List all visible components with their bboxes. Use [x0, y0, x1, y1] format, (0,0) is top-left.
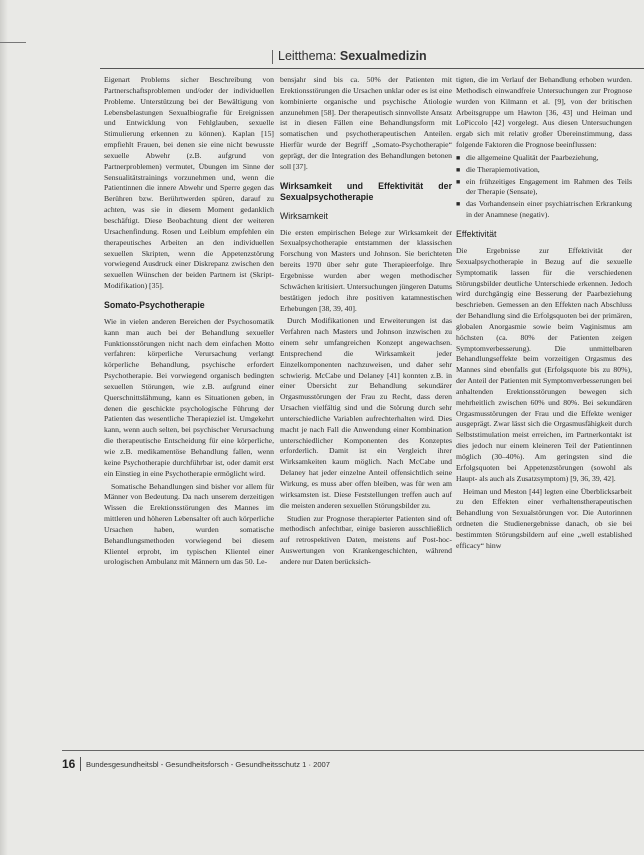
header-topic: Sexualmedizin — [339, 49, 427, 63]
list-item: ■ die Therapiemotivation, — [456, 164, 540, 174]
paragraph: Somatische Behandlungen sind bisher vor allem für Männer von Bedeutung. Da nach unserem derzeitigen Wissen die Erektionsstörungen des Mannes im mittleren und höheren Lebensalter oft auch körperliche Ursachen haben, wurden somatische Behandlungsmethoden vorwiegend bei diesem Klientel erprobt, im typischen Klientel einer urologischen Ambulanz mit Männern um das 50. Le- — [104, 481, 274, 567]
paragraph: bensjahr sind bis ca. 50% der Patienten mit Erektionsstörungen die Ursachen unklar oder es ist eine kombinierte organische und psychische Ätiologie anzunehmen [58]. Der therapeutisch sinnvollste Ansatz ist in diesen Fällen eine Behandlungsform mit somatischen und psychotherapeutischen Anteilen. Hierfür wurde der Begriff „Somato-Psychotherapie“ geprägt, der die Integration des Behandlungen betonen soll [37]. — [280, 75, 452, 171]
running-header — [278, 49, 427, 63]
bullet-icon: ■ — [456, 177, 461, 186]
page-number: 16 — [62, 757, 76, 771]
journal-citation: Bundesgesundheitsbl - Gesundheitsforsch - Gesundheitsschutz 1 · 2007 — [86, 760, 330, 769]
footer-divider — [80, 757, 81, 771]
section-heading-somato: Somato-Psychotherapie — [104, 299, 205, 310]
paragraph: Durch Modifikationen und Erweiterungen ist das Verfahren nach Masters und Johnson inzwischen zu einem sehr umfangreichen Konzept angewachsen. Entsprechend die Wirksamkeit jeder Einzelkomponenten nachzuweisen, und daher sehr schwierig. McCabe und Delaney [41] konnten z.B. in einer Übersicht zur Behandlung sekundärer Orgasmusstörungen der Frau zu Recht, dass deren Ursachen vielfältig sind und die Störung durch sehr unterschiedliche Variablen aufrechterhalten wird. Dies macht je nach Fall die Anwendung einer Kombination unterschiedlicher Komponenten des Konzeptes erforderlich. Damit ist ein Vergleich ihrer Wirksamkeiten kaum möglich. Nach McCabe und Delaney hat jeder einzelne Anteil offensichtlich seine Wirkung, es muss aber offen bleiben, was für wen am wirksamsten ist. Diese Feststellungen treffen auch auf die meisten anderen sexuellen Störungsbilder zu. — [280, 316, 452, 510]
list-item: ■ die allgemeine Qualität der Paarbeziehung, — [456, 152, 599, 162]
text-column-1 — [104, 75, 274, 743]
text-column-2 — [280, 75, 452, 743]
text-column-3 — [456, 75, 632, 743]
crop-mark — [0, 42, 26, 43]
header-section: Leitthema: — [278, 49, 337, 63]
paragraph: Studien zur Prognose therapierter Patienten sind oft methodisch anfechtbar, einige basieren ausschließlich auf retrospektiven Daten, meistens auf Post-hoc-Auswertungen von Krankengeschichten, während andere nur Daten berücksich- — [280, 513, 452, 566]
bullet-icon: ■ — [456, 153, 461, 162]
list-item: ■ ein frühzeitiges Engagement im Rahmen des Teils der Therapie (Sensate), — [456, 176, 632, 197]
paragraph: Heiman und Meston [44] legten eine Überblicksarbeit zu den Effekten einer verhaltenstherapeutischen Behandlung von Sexualstörungen vor. Die Autorinnen ordneten die Studienergebnisse danach, ob sie bei bestimmten Störungsbildern auf eine „well established efficacy“ hinw — [456, 486, 632, 550]
prognosis-factor-list — [456, 153, 632, 221]
bullet-icon: ■ — [456, 200, 461, 209]
paragraph: Eigenart Problems sicher Beschreibung von Partnerschaftsproblemen und/oder der individuellen Probleme. Unterstützung bei der Bewältigung von Lebensbelastungen Sexualbiografie für Ereignissen und Entwicklung von Fehlglauben, sexuelle Stimulierung erkennen zu können). Kaplan [15] empfiehlt Frauen, bei denen sie eine nicht bewusste sexuelle Abwehr (z.B. aufgrund von Partnerproblemen) vermutet, Übungen im Sinne der Sensualitätstrainings vorzunehmen und, wenn die Patientinnen die innere Abwehr und Sperre gegen das Berühren bzw. Berührtwerden spüren, darauf zu achten, was sie in diesem Moment gedanklich beschäftigt. Diese Beobachtung dient der weiteren Ursachenfindung. Rosen und Leiblum empfehlen ein therapeutisches Arbeiten an den individuellen sexuellen Skripten, wenn die Appetenzstörung vorwiegend Ausdruck einer Diskrepanz zwischen den sexuellen Wünschen der beiden Partnern ist (Skript-Modifikation) [35]. — [104, 75, 274, 291]
header-divider — [272, 50, 273, 64]
paragraph: Wie in vielen anderen Bereichen der Psychosomatik kann man auch bei der Behandlung sexueller Funktionsstörungen nicht nach dem einfachen Motto verfahren: körperliche Verursachung verlangt körperliche Behandlung, psychische erfordert Psychotherapie. Bei vorwiegend organisch bedingten sexuellen Störungen, wie z.B. aufgrund einer Querschnittslähmung, kann es Situationen geben, in denen die geschickte psychologische Führung der Patienten das wesentliche Therapieziel ist. Umgekehrt kann, wenn auch selten, bei psychischer Verursachung die therapeutische Entscheidung für eine körperliche, wie z.B. medikamentöse Behandlung fallen, wenn keine Psychotherapie durchführbar ist, oder damit erst ein Einstieg in eine Psychotherapie ermöglicht wird. — [104, 316, 274, 478]
scan-edge — [0, 0, 8, 855]
subheading-wirksamkeit: Wirksamkeit — [280, 210, 328, 221]
list-item: ■ das Vorhandensein einer psychiatrischen Erkrankung in der Anamnese (negativ). — [456, 199, 632, 220]
paragraph: Die Ergebnisse zur Effektivität der Sexualpsychotherapie in Bezug auf die sexuelle Symptomatik lassen für die verschiedenen Störungsbilder deutliche Unterschiede erkennen. Jedoch wird durchgängig eine Besserung der Paarbeziehung beschrieben. Gemessen an den Effekten nach Abschluss der Behandlung sind die Erfolgsquoten bei der primären, globalen Anorgasmie sowie beim Vaginismus am höchsten (ca. 80% der Patienten zeigen Symptomverbesserung). Die unmittelbaren Behandlungseffekte beim vorzeitigen Orgasmus des Mannes sind ebenfalls gut (Erfolgsquote bis zu 80%), der Anteil der Patienten mit Symptomverbesserungen bei anhaltenden Erektionsstörungen bewegen sich mehrheitlich zwischen 60% und 80%. Bei sekundären Orgasmusstörungen der Frau und die Effekte weniger ausgeprägt. Zwar lässt sich die Orgasmusfähigkeit durch Selbststimulation meist erreichen, im Partnerkontakt ist dies jedoch nur einem kleineren Teil der Patientinnen möglich (30–40%). Am geringsten sind die Erfolgsquoten bei Appetenzstörungen (sowohl als Haupt- als auch als Zusatzsymptom) [9, 36, 39, 42]. — [456, 245, 632, 483]
subheading-effektivitaet: Effektivität — [456, 228, 497, 239]
bullet-icon: ■ — [456, 165, 461, 174]
section-heading-effectiveness: Wirksamkeit und Effektivität der Sexualpsychotherapie — [280, 180, 452, 202]
header-rule — [100, 68, 644, 69]
paragraph: tigten, die im Verlauf der Behandlung erhoben wurden. Methodisch einwandfreie Untersuchungen zur Prognose wurden von Kilmann et al. [9], von der britischen Arbeitsgruppe um Hawton [36, 43] und Heiman und LoPiccolo [42] vorgelegt. Aus diesen Untersuchungen ergab sich mit relativ großer Übereinstimmung, dass folgende Faktoren die Prognose beeinflussen: — [456, 75, 632, 150]
paragraph: Die ersten empirischen Belege zur Wirksamkeit der Sexualpsychotherapie entstammen der klassischen Forschung von Masters und Johnson. Sie berichteten bereits 1970 über sehr gute Therapieerfolge. Ihre Ergebnisse wurden aber wegen methodischer Schwächen kritisiert. Untersuchungen jüngeren Datums bestätigen jedoch ihre positiven katamnestischen Erhebungen [38, 39, 40]. — [280, 227, 452, 313]
footer-rule — [62, 750, 644, 751]
